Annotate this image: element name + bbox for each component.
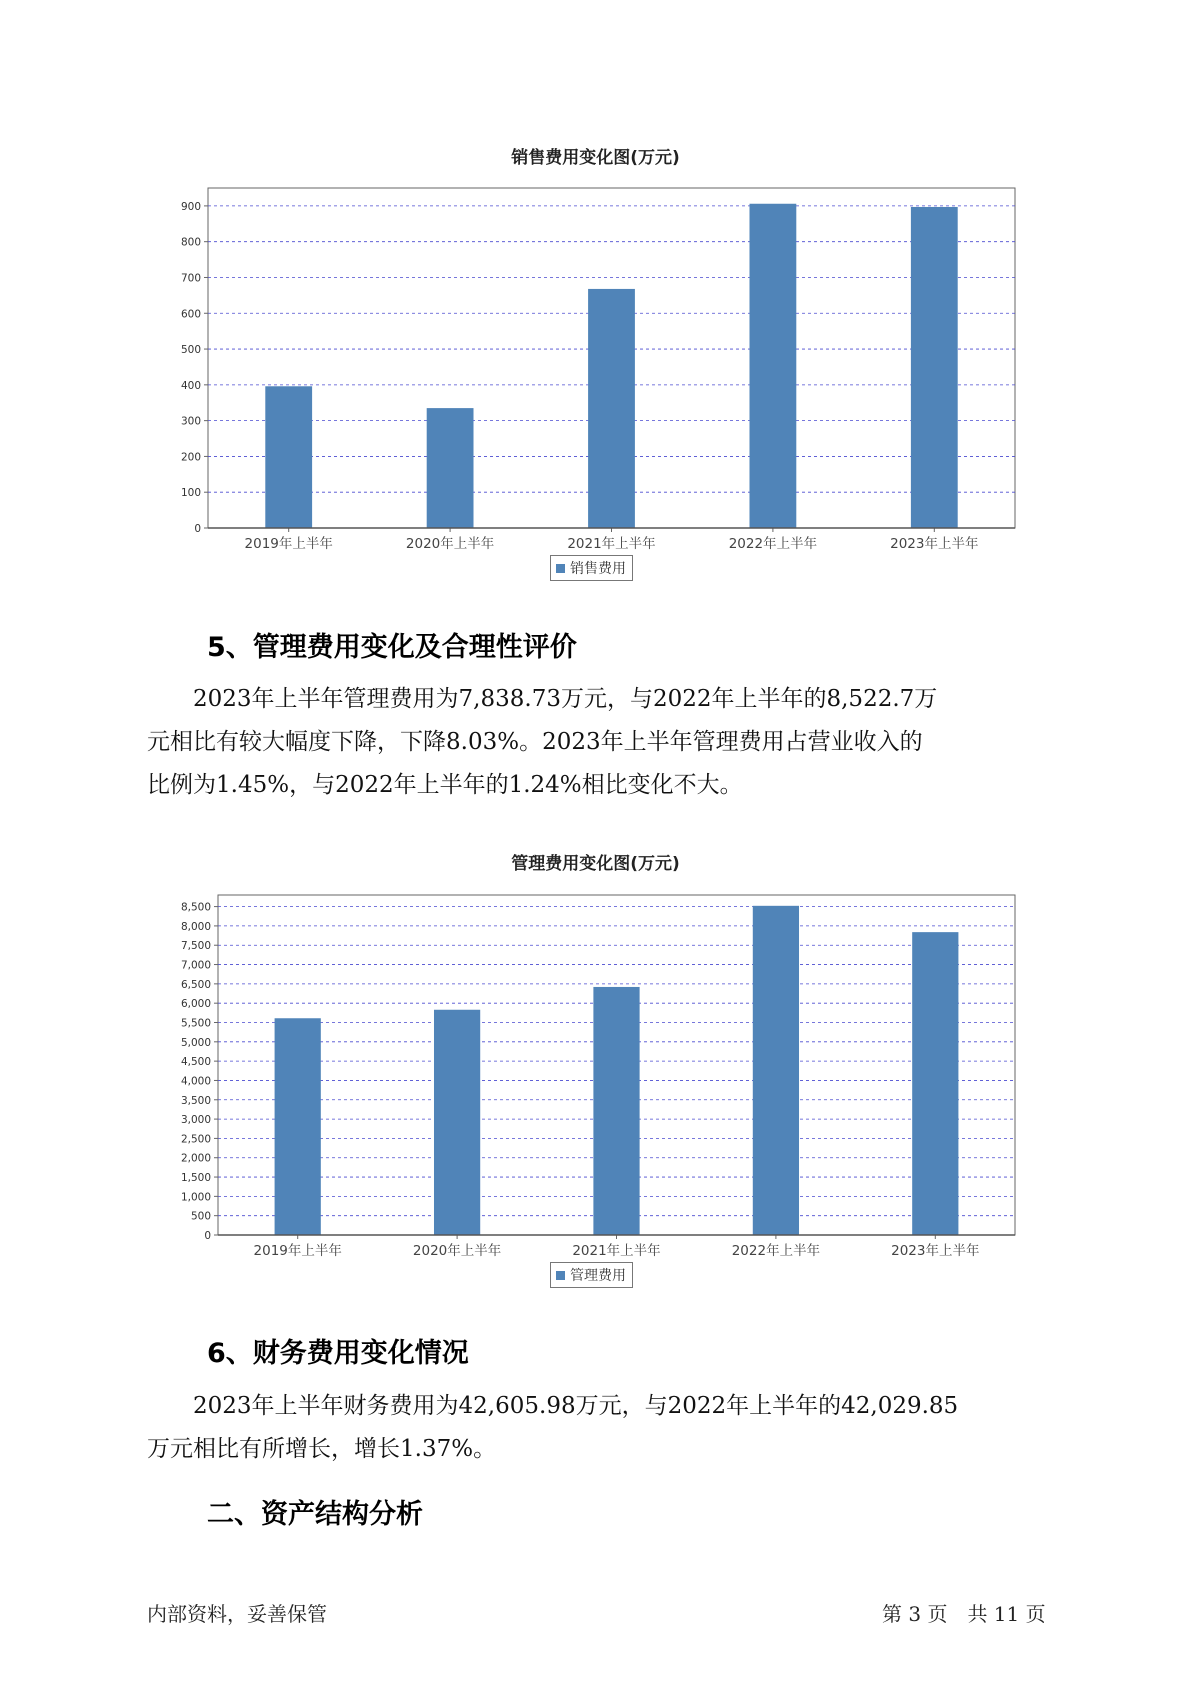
- y-tick-label: 500: [190, 1210, 211, 1223]
- y-tick-label: 7,500: [180, 940, 211, 953]
- y-tick-label: 100: [180, 487, 201, 500]
- chart-2-title: 管理费用变化图(万元): [511, 854, 680, 874]
- y-tick-label: 3,500: [180, 1094, 211, 1107]
- x-tick-label: 2019年上半年: [244, 536, 333, 552]
- y-tick-label: 300: [180, 415, 201, 428]
- footer-left: 内部资料，妥善保管: [147, 1602, 327, 1626]
- x-tick-label: 2023年上半年: [891, 1243, 980, 1259]
- x-tick-label: 2022年上半年: [728, 536, 818, 552]
- paragraph-line: 比例为1.45%，与2022年上半年的1.24%相比变化不大。: [147, 772, 743, 798]
- y-tick-label: 600: [180, 308, 201, 321]
- x-tick-label: 2022年上半年: [731, 1243, 821, 1259]
- x-tick-label: 2020年上半年: [405, 536, 495, 552]
- y-tick-label: 5,500: [180, 1017, 211, 1030]
- chart-1-title: 销售费用变化图(万元): [511, 148, 680, 168]
- x-tick-label: 2023年上半年: [890, 536, 979, 552]
- legend-swatch: [556, 1271, 565, 1280]
- x-tick-label: 2019年上半年: [253, 1243, 342, 1259]
- y-tick-label: 6,500: [180, 978, 211, 991]
- y-tick-label: 8,000: [180, 920, 211, 933]
- y-tick-label: 400: [180, 379, 201, 392]
- y-tick-label: 6,000: [180, 998, 211, 1011]
- footer-right: 第 3 页 共 11 页: [882, 1602, 1046, 1626]
- section-5-heading: 5、管理费用变化及合理性评价: [207, 632, 577, 663]
- y-tick-label: 4,000: [180, 1075, 211, 1088]
- y-tick-label: 500: [180, 344, 201, 357]
- paragraph-line: 万元相比有所增长，增长1.37%。: [147, 1436, 497, 1462]
- y-tick-label: 1,000: [180, 1191, 211, 1204]
- section-6-paragraph: [147, 1385, 1057, 1471]
- y-tick-label: 900: [180, 200, 201, 213]
- bar-2: [434, 1010, 480, 1235]
- y-tick-label: 2,500: [180, 1133, 211, 1146]
- y-tick-label: 2,000: [180, 1152, 211, 1165]
- y-tick-label: 5,000: [180, 1036, 211, 1049]
- paragraph-line: 2023年上半年财务费用为42,605.98万元，与2022年上半年的42,029.85: [193, 1393, 959, 1419]
- y-tick-label: 8,500: [180, 901, 211, 914]
- y-tick-label: 700: [180, 272, 201, 285]
- section-ii-heading: 二、资产结构分析: [207, 1499, 423, 1530]
- bar-5: [912, 932, 958, 1235]
- y-tick-label: 3,000: [180, 1114, 211, 1127]
- chart-2-legend-label: 管理费用: [570, 1268, 626, 1284]
- y-tick-label: 0: [204, 1230, 211, 1242]
- y-tick-label: 200: [180, 451, 201, 464]
- y-tick-label: 1,500: [180, 1172, 211, 1185]
- y-tick-label: 4,500: [180, 1056, 211, 1069]
- y-tick-label: 800: [180, 236, 201, 249]
- x-tick-label: 2020年上半年: [412, 1243, 502, 1259]
- y-tick-label: 0: [194, 523, 201, 535]
- chart-2-legend: [550, 1262, 633, 1288]
- bar-1: [275, 1018, 321, 1235]
- paragraph-line: 2023年上半年管理费用为7,838.73万元，与2022年上半年的8,522.7万: [193, 686, 938, 712]
- x-tick-label: 2021年上半年: [572, 1243, 661, 1259]
- paragraph-line: 元相比有较大幅度下降，下降8.03%。2023年上半年管理费用占营业收入的: [147, 729, 923, 755]
- y-tick-label: 7,000: [180, 959, 211, 972]
- bar-3: [593, 987, 639, 1235]
- section-6-heading: 6、财务费用变化情况: [207, 1338, 469, 1369]
- chart-1-legend-label: 销售费用: [570, 561, 626, 577]
- bar-4: [753, 906, 799, 1235]
- x-tick-label: 2021年上半年: [567, 536, 656, 552]
